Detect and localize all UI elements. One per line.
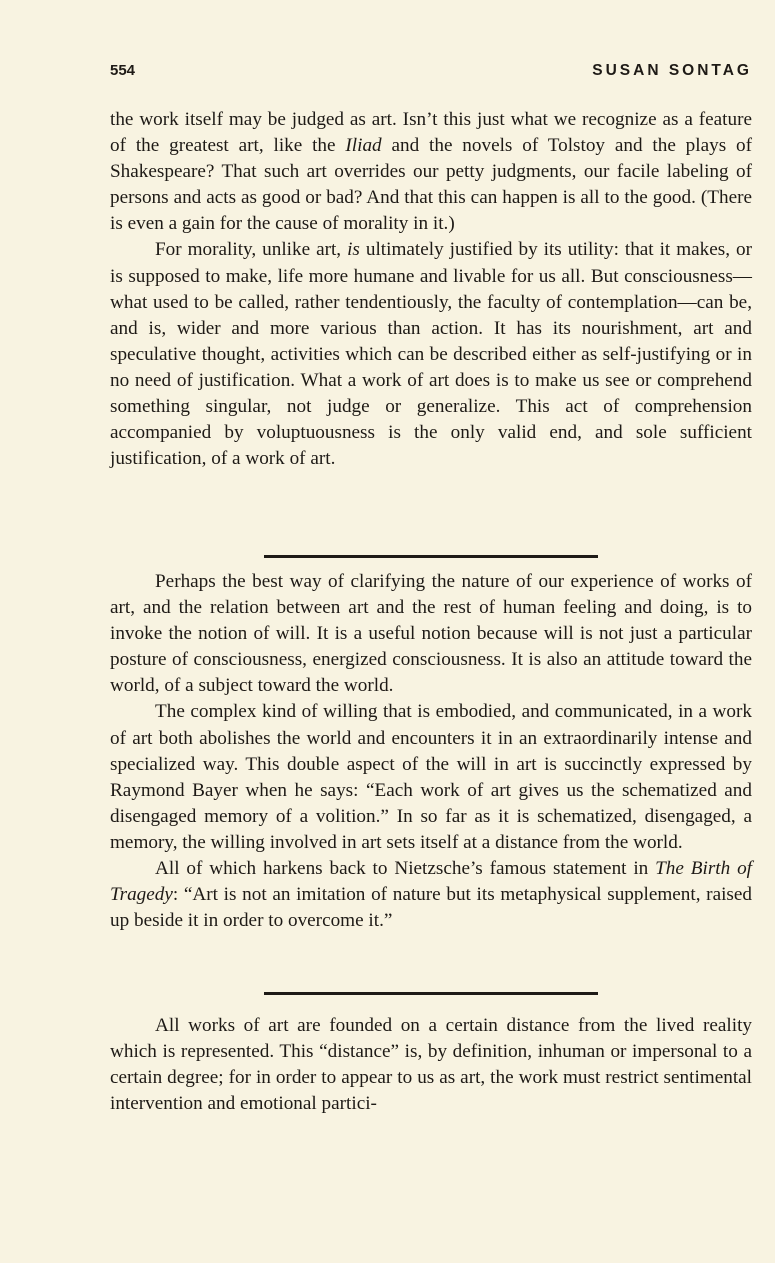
paragraph: the work itself may be judged as art. Isn’t this just what we recognize as a feature of the greatest art, like the Iliad and the novels of Tolstoy and the plays of Shakespeare? That such art overrides our petty judgments, our facile labeling of persons and acts as good or bad? And that this can happen is all to the good. (There is even a gain for the cause of morality in it.) xyxy=(110,109,753,235)
section-3 xyxy=(110,1013,752,1117)
italic-title: The Birth of Tragedy xyxy=(110,858,752,906)
running-head: SUSAN SONTAG xyxy=(592,62,752,79)
section-2 xyxy=(110,569,752,934)
italic-word: is xyxy=(347,239,360,261)
section-1 xyxy=(110,107,752,472)
page-header xyxy=(110,62,752,86)
paragraph: For morality, unlike art, is ultimately justified by its utility: that it makes, or is supposed to make, life more humane and livable for us all. But consciousness—what used to be called, rather tendentiously, the faculty of contemplation—can be, and is, wider and more various than action. It has its nourishment, art and speculative thought, activities which can be described either as self-justifying or in no need of justification. What a work of art does is to make us see or comprehend something singular, not judge or generalize. This act of comprehension accompanied by voluptuousness is the only valid end, and sole sufficient justification, of a work of art. xyxy=(110,239,752,470)
paragraph: The complex kind of willing that is embodied, and communicated, in a work of art both abolishes the world and encounters it in an extraordinarily intense and specialized way. This double aspect of the will in art is succinctly expressed by Raymond Bayer when he says: “Each work of art gives us the schematized and disengaged memory of a volition.” In so far as it is schematized, disengaged, a memory, the willing involved in art sets itself at a distance from the world. xyxy=(110,701,752,853)
paragraph: Perhaps the best way of clarifying the nature of our experience of works of art, and the relation between art and the rest of human feeling and doing, is to invoke the notion of will. It is a useful notion because will is not just a particular posture of consciousness, energized consciousness. It is also an attitude toward the world, of a subject toward the world. xyxy=(110,571,752,697)
italic-title: Iliad xyxy=(345,135,382,157)
section-divider xyxy=(264,555,598,558)
page-number: 554 xyxy=(110,62,136,79)
paragraph: All works of art are founded on a certain distance from the lived reality which is represented. This “distance” is, by definition, inhuman or impersonal to a certain degree; for in order to appear to us as art, the work must restrict sentimental intervention and emotional partici- xyxy=(110,1015,752,1115)
paragraph: All of which harkens back to Nietzsche’s famous statement in The Birth of Tragedy: “Art is not an imitation of nature but its metaphysical supplement, raised up beside it in order to overcome it.” xyxy=(110,858,752,932)
section-divider xyxy=(264,992,598,995)
